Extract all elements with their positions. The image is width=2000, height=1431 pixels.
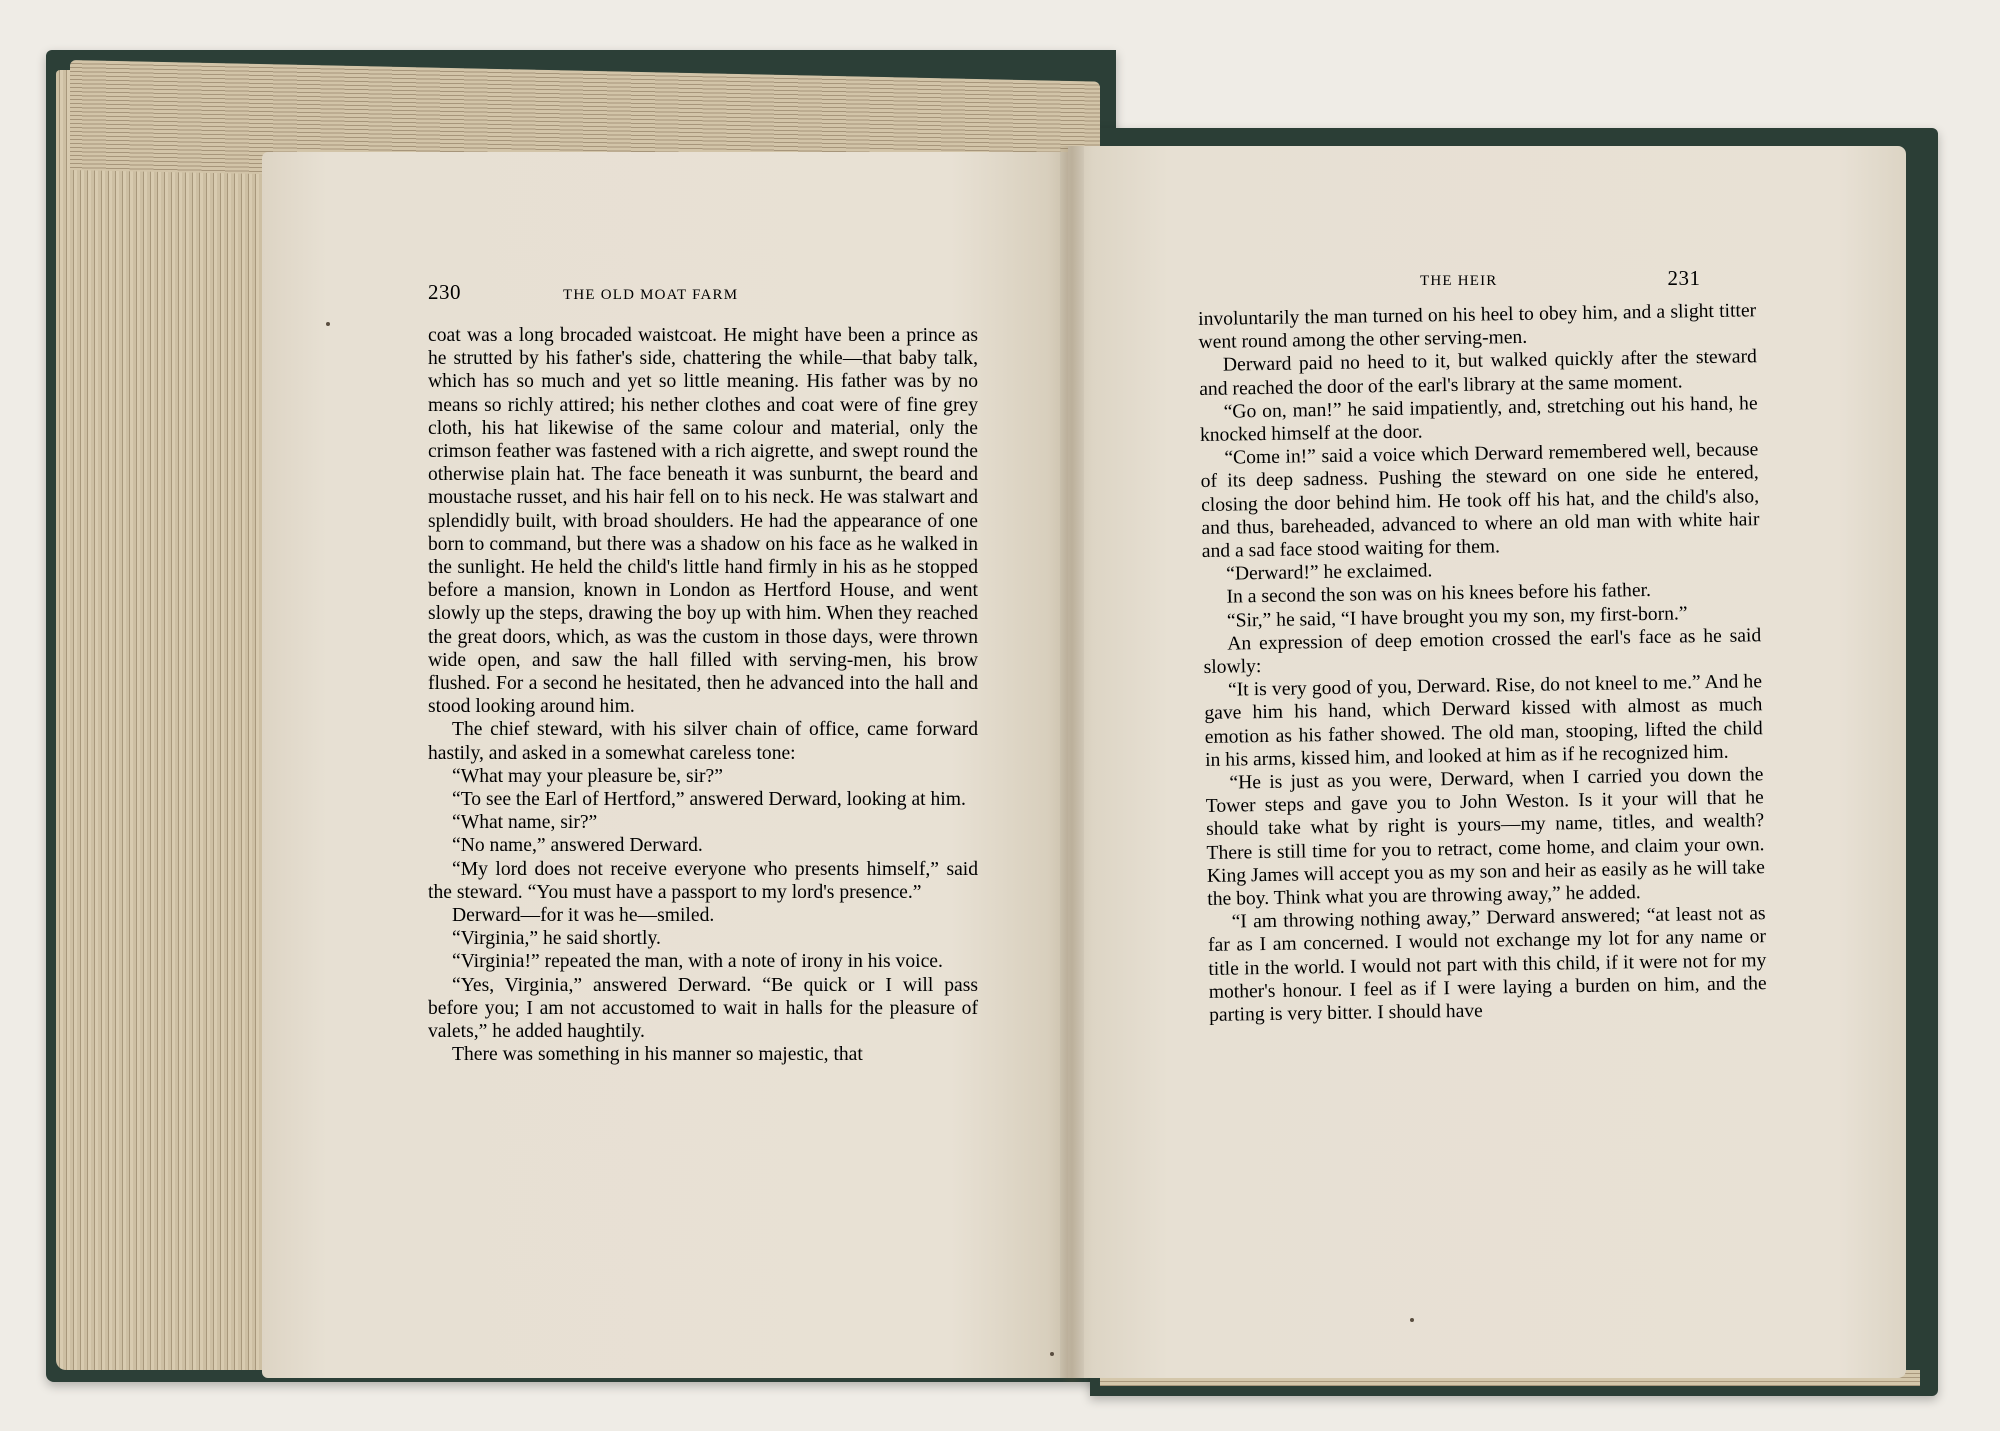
paragraph: “My lord does not receive everyone who presents himself,” said the steward. “You must have a passport to my lord's presence.” xyxy=(428,858,978,903)
page-speck xyxy=(1410,1318,1414,1322)
paragraph: “Derward!” he exclaimed. xyxy=(1226,560,1433,585)
paragraph: The chief steward, with his silver chain of office, came forward hastily, and asked in a somewhat careless tone: xyxy=(428,719,978,764)
left-running-title: THE OLD MOAT FARM xyxy=(563,287,739,303)
paragraph: “Sir,” he said, “I have brought you my son, my first-born.” xyxy=(1226,602,1688,632)
paragraph: coat was a long brocaded waistcoat. He might have been a prince as he strutted by his father's side, chattering the while—that baby talk, which has so much and yet so little meaning. His father was by no means so richly attired; his nether clothes and coat were of fine grey cloth, his hat likewise of the same colour and material, only the crimson feather was fastened with a rich aigrette, and swept round the otherwise plain hat. The face beneath it was sunburnt, the beard and moustache russet, and his hair fell on to his neck. He was stalwart and splendidly built, with broad shoulders. He had the appearance of one born to command, but there was a shadow on his face as he walked in the sunlight. He held the child's little hand firmly in his as he stopped before a mansion, known in London as Hertford House, and went slowly up the steps, drawing the boy up with him. When they reached the great doors, which, as was the custom in those days, were thrown wide open, and saw the hall filled with serving-men, his brow flushed. For a second he hesitated, then he advanced into the hall and stood looking around him. xyxy=(428,325,978,718)
paragraph: “Yes, Virginia,” answered Derward. “Be quick or I will pass before you; I am not accustomed to wait in halls for the pleasure of valets,” he added haughtily. xyxy=(428,974,978,1043)
right-running-title: THE HEIR xyxy=(1420,273,1498,289)
page-speck xyxy=(1050,1352,1054,1356)
left-page-number: 230 xyxy=(428,280,461,304)
paragraph: “What name, sir?” xyxy=(452,812,598,834)
right-running-head xyxy=(1420,266,1750,291)
book-gutter xyxy=(1060,146,1084,1382)
right-page-text xyxy=(1198,299,1767,1027)
paragraph: “To see the Earl of Hertford,” answered Derward, looking at him. xyxy=(452,789,966,811)
paragraph: Derward paid no heed to it, but walked quickly after the steward and reached the door of the earl's library at the same moment. xyxy=(1199,346,1758,400)
paragraph: “Virginia!” repeated the man, with a note of irony in his voice. xyxy=(452,951,943,973)
paragraph: “Virginia,” he said shortly. xyxy=(452,928,661,950)
paragraph: “He is just as you were, Derward, when I carried you down the Tower steps and gave you to John Weston. Is it your will that he should take what by right is yours—my name, titles, and wealth? There is still time for you to retract, come home, and claim your own. King James will accept you as my son and heir as easily as he will take the boy. Think what you are throwing away,” he added. xyxy=(1205,764,1766,911)
paragraph: involuntarily the man turned on his heel to obey him, and a slight titter went round among the other serving-men. xyxy=(1198,300,1757,354)
paragraph: An expression of deep emotion crossed the earl's face as he said slowly: xyxy=(1203,625,1762,679)
page-edges-left xyxy=(56,70,276,1370)
paragraph: There was something in his manner so majestic, that xyxy=(452,1044,863,1066)
page-speck xyxy=(326,322,330,326)
paragraph: “What may your pleasure be, sir?” xyxy=(452,765,723,787)
left-running-head xyxy=(428,280,988,305)
paragraph: “It is very good of you, Derward. Rise, do not kneel to me.” And he gave him his hand, which Derward kissed with almost as much emotion as his father showed. The old man, stooping, lifted the child in his arms, kissed him, and looked at him as if he recognized him. xyxy=(1204,671,1763,771)
paragraph: Derward—for it was he—smiled. xyxy=(452,905,715,927)
paragraph: “I am throwing nothing away,” Derward answered; “at least not as far as I am concerned. I would not exchange my lot for any name or title in the world. I would not part with this child, if it were not for my mother's honour. I feel as if I were laying a burden on him, and the parting is very bitter. I should have xyxy=(1207,903,1767,1027)
paragraph: “Go on, man!” he said impatiently, and, stretching out his hand, he knocked himself at the door. xyxy=(1199,393,1758,446)
paragraph: “Come in!” said a voice which Derward remembered well, because of its deep sadness. Pushing the steward on one side he entered, closing the door behind him. He took off his hat, and the child's also, and thus, bareheaded, advanced to where an old man with white hair and a sad face stood waiting for them. xyxy=(1200,439,1760,562)
right-page-number: 231 xyxy=(1667,266,1701,290)
left-page-text xyxy=(428,324,978,1067)
paragraph: “No name,” answered Derward. xyxy=(452,835,703,857)
paragraph: In a second the son was on his knees before his father. xyxy=(1226,580,1652,609)
